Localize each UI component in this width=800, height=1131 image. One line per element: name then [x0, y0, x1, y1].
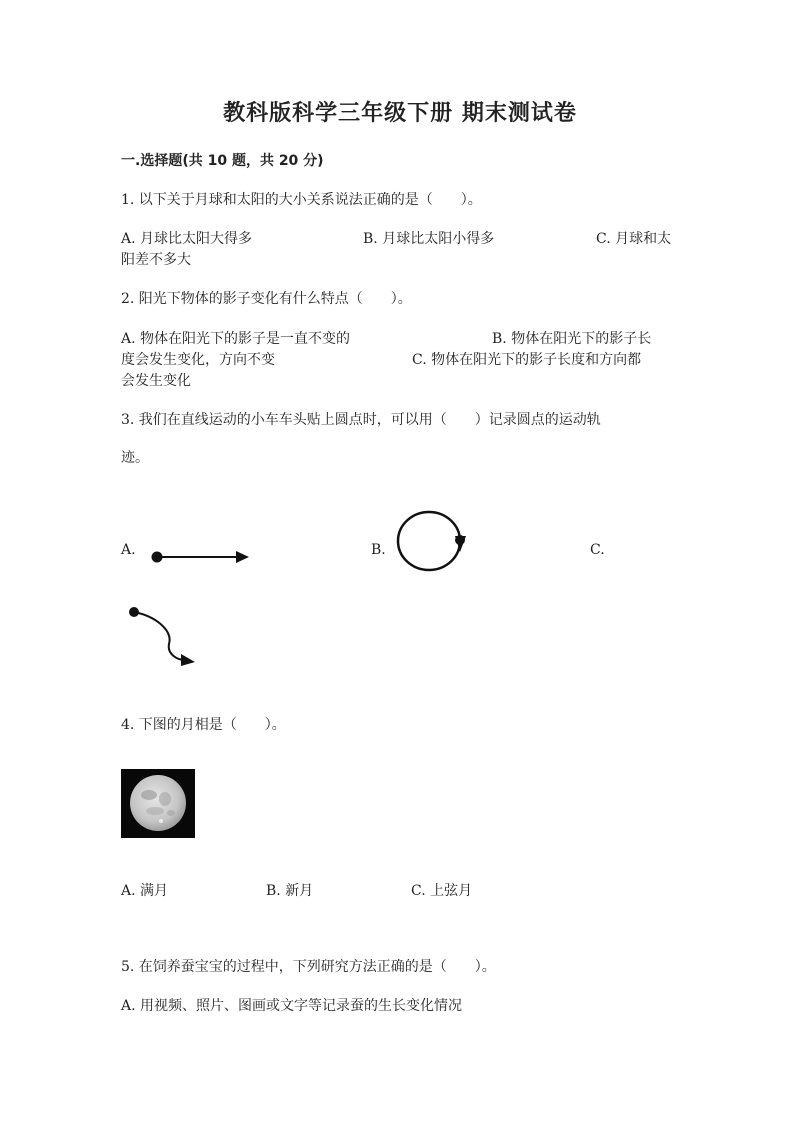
question-3-stem-cont: 迹。	[121, 450, 149, 466]
question-4-stem: 4. 下图的月相是（ ）。	[121, 717, 286, 733]
curved-arrow-figure	[125, 604, 201, 668]
question-1-option-b: B. 月球比太阳小得多	[363, 231, 495, 247]
question-2-option-b-cont: 度会发生变化，方向不变	[121, 352, 275, 368]
question-2-option-c: C. 物体在阳光下的影子长度和方向都	[412, 352, 642, 368]
question-1-stem: 1. 以下关于月球和太阳的大小关系说法正确的是（ ）。	[121, 192, 482, 208]
question-5-stem: 5. 在饲养蚕宝宝的过程中，下列研究方法正确的是（ ）。	[121, 959, 496, 975]
question-5-option-a: A. 用视频、照片、图画或文字等记录蚕的生长变化情况	[121, 998, 463, 1014]
question-4-option-a: A. 满月	[121, 883, 169, 899]
moon-photo	[121, 769, 195, 838]
question-3-option-a-label: A.	[121, 542, 136, 558]
question-4-option-b: B. 新月	[266, 883, 314, 899]
question-3-option-b-label: B.	[371, 542, 386, 558]
question-1-option-a: A. 月球比太阳大得多	[121, 231, 253, 247]
section-heading: 一.选择题(共 10 题，共 20 分)	[121, 153, 324, 169]
question-1-option-c: C. 月球和太	[596, 231, 672, 247]
straight-arrow-figure	[148, 548, 252, 568]
page-title: 教科版科学三年级下册 期末测试卷	[223, 101, 577, 126]
question-4-option-c: C. 上弦月	[411, 883, 473, 899]
circle-arrow-figure	[394, 508, 472, 576]
question-3-stem: 3. 我们在直线运动的小车车头贴上圆点时，可以用（ ）记录圆点的运动轨	[121, 412, 601, 428]
full-moon-icon	[121, 769, 195, 838]
question-3-option-c-label: C.	[590, 542, 605, 558]
question-2-option-c-cont: 会发生变化	[121, 373, 191, 389]
question-2-option-b: B. 物体在阳光下的影子长	[492, 331, 652, 347]
question-2-option-a: A. 物体在阳光下的影子是一直不变的	[121, 331, 351, 347]
question-1-option-c-cont: 阳差不多大	[121, 252, 191, 268]
question-2-stem: 2. 阳光下物体的影子变化有什么特点（ ）。	[121, 291, 412, 307]
